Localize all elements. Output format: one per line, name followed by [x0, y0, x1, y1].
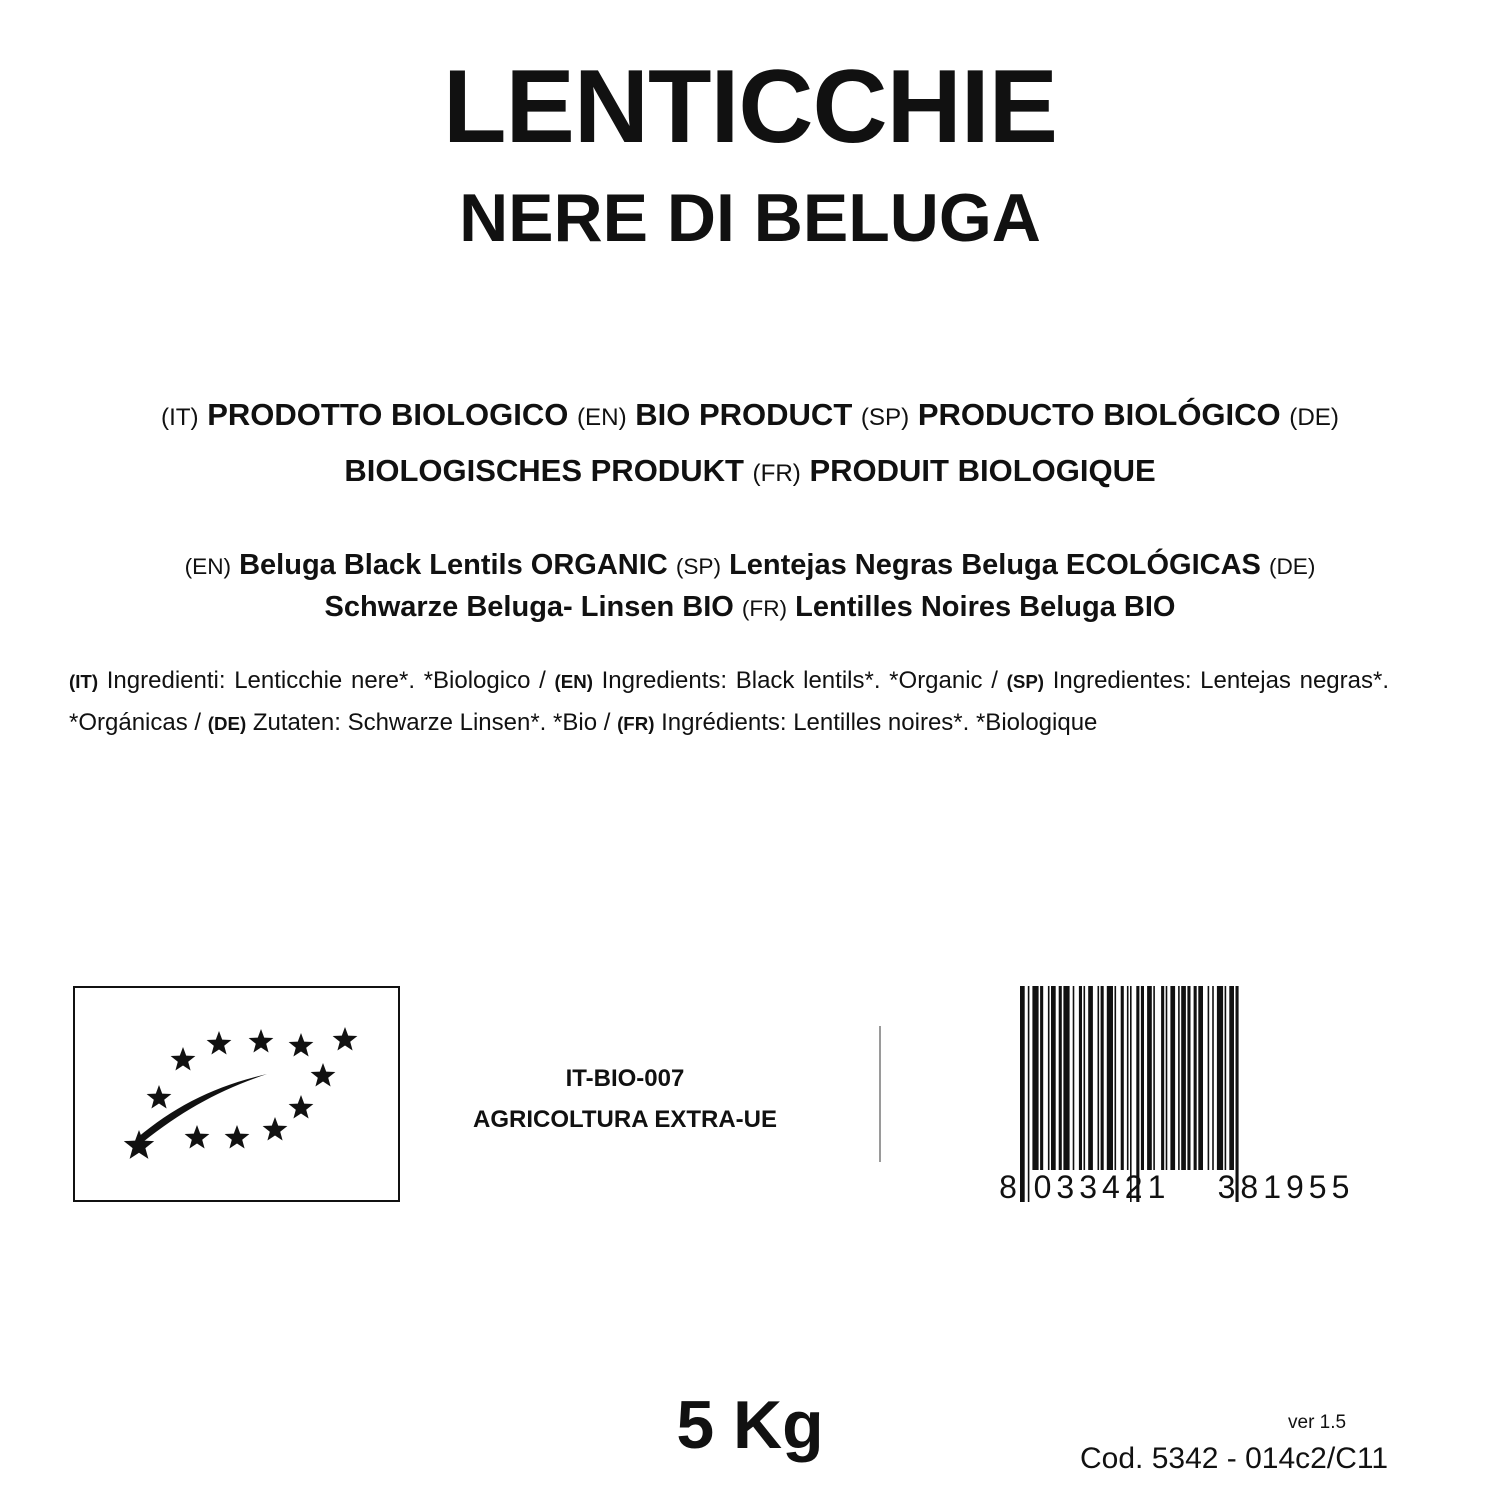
lang-code: (SP): [860, 404, 910, 431]
bio-text: BIO PRODUCT: [626, 397, 861, 432]
lang-code: (EN): [184, 554, 232, 579]
ean-barcode: [996, 984, 1386, 1206]
ingredients-text: Ingredienti: Lenticchie nere*. *Biologico /: [98, 667, 555, 694]
ingredients-text: Ingrédients: Lentilles noires*. *Biologique: [654, 709, 1098, 736]
product-code: Cod. 5342 - 014c2/C11: [1080, 1442, 1388, 1475]
lang-code: (EN): [576, 404, 627, 431]
divider: [879, 1026, 881, 1162]
barcode-bar: [1063, 986, 1069, 1170]
lang-code: (IT): [161, 404, 199, 431]
ingredients-text: Ingredients: Black lentils*. *Organic /: [592, 667, 1007, 694]
name-text: Schwarze Beluga- Linsen BIO: [324, 591, 742, 623]
star-icon: [333, 1027, 358, 1051]
lang-code: (IT): [69, 671, 99, 692]
star-icon: [207, 1031, 232, 1055]
barcode-digits-left: 033421: [1033, 1169, 1171, 1205]
ingredients-text: Zutaten: Schwarze Linsen*. *Bio /: [246, 709, 618, 736]
eu-organic-leaf-icon: [73, 986, 400, 1202]
barcode-bar: [1161, 986, 1164, 1170]
barcode-bar: [1121, 986, 1124, 1170]
lang-code: (FR): [617, 713, 655, 734]
star-icon: [289, 1095, 314, 1119]
net-weight: 5 Kg: [676, 1387, 824, 1463]
bio-statement-line-1: [0, 395, 1500, 438]
barcode-bar: [1040, 986, 1043, 1170]
barcode-bar: [1225, 986, 1227, 1170]
lang-code: (FR): [752, 460, 801, 487]
barcode-bar: [1051, 986, 1056, 1170]
name-text: Beluga Black Lentils ORGANIC: [231, 549, 676, 581]
barcode-bar: [1141, 986, 1144, 1170]
lang-code: (SP): [675, 554, 722, 579]
barcode-bar: [1153, 986, 1155, 1170]
product-title: LENTICCHIE: [443, 49, 1057, 165]
barcode-bar: [1079, 986, 1082, 1170]
version-label: ver 1.5: [1288, 1412, 1347, 1433]
certification-block: [430, 1058, 820, 1140]
barcode-bar: [1048, 986, 1050, 1170]
barcode-bar: [1115, 986, 1117, 1170]
barcode-bar: [1084, 986, 1086, 1170]
product-names-line-2: [0, 588, 1500, 628]
barcode-bar: [1194, 986, 1197, 1170]
barcode-bar: [1101, 986, 1104, 1170]
star-icon: [185, 1125, 210, 1149]
stars-group: [124, 1027, 358, 1159]
barcode-digits-right: 381955: [1217, 1169, 1355, 1205]
product-names-line-1: [0, 546, 1500, 586]
bio-text: PRODOTTO BIOLOGICO: [198, 397, 577, 432]
barcode-bar: [1187, 986, 1190, 1170]
name-text: Lentejas Negras Beluga ECOLÓGICAS: [721, 549, 1269, 581]
product-subtitle: NERE DI BELUGA: [459, 180, 1041, 256]
barcode-bar: [1032, 986, 1038, 1170]
barcode-bar: [1073, 986, 1075, 1170]
bio-statement-line-2: [0, 451, 1500, 494]
lang-code: (FR): [741, 596, 788, 621]
star-icon: [249, 1029, 274, 1053]
ingredients-paragraph: [69, 660, 1389, 744]
barcode-bar: [1088, 986, 1093, 1170]
barcode-bar: [1208, 986, 1210, 1170]
bio-text: BIOLOGISCHES PRODUKT: [344, 453, 753, 488]
certification-body-code: IT-BIO-007: [565, 1065, 685, 1092]
barcode-bar: [1198, 986, 1203, 1170]
barcode-bar: [1127, 986, 1129, 1170]
barcode-bar: [1181, 986, 1186, 1170]
barcode-bar: [1147, 986, 1152, 1170]
lang-code: (DE): [1268, 554, 1316, 579]
barcode-bar: [1020, 986, 1025, 1202]
barcode-bar: [1107, 986, 1113, 1170]
name-text: Lentilles Noires Beluga BIO: [787, 591, 1176, 623]
barcode-bar: [1059, 986, 1062, 1170]
lang-code: (DE): [1289, 404, 1339, 431]
bio-text: PRODUIT BIOLOGIQUE: [800, 453, 1156, 488]
lang-code: (DE): [207, 713, 247, 734]
star-icon: [147, 1085, 172, 1109]
barcode-bar: [1212, 986, 1214, 1170]
barcode-bar: [1170, 986, 1175, 1170]
leaf-stem: [137, 1074, 267, 1142]
barcode-bar: [1166, 986, 1168, 1170]
eu-organic-leaf-svg: [75, 988, 398, 1200]
certification-origin: AGRICOLTURA EXTRA-UE: [473, 1106, 777, 1133]
ingredients-text: Ingredientes: Lentejas negras*. *Orgánicas /: [69, 667, 1389, 736]
bio-text: PRODUCTO BIOLÓGICO: [909, 397, 1290, 432]
star-icon: [225, 1125, 250, 1149]
star-icon: [263, 1117, 288, 1141]
lang-code: (SP): [1006, 671, 1045, 692]
barcode-bar: [1217, 986, 1223, 1170]
barcode-bars: [996, 984, 1386, 1206]
barcode-bar: [1178, 986, 1180, 1170]
star-icon: [171, 1047, 196, 1071]
barcode-bar: [1229, 986, 1234, 1170]
barcode-bar: [1098, 986, 1100, 1170]
star-icon: [289, 1033, 314, 1057]
star-icon: [311, 1063, 336, 1087]
barcode-bar: [1028, 986, 1030, 1202]
barcode-digit-first: 8: [999, 1169, 1017, 1205]
lang-code: (EN): [554, 671, 593, 692]
